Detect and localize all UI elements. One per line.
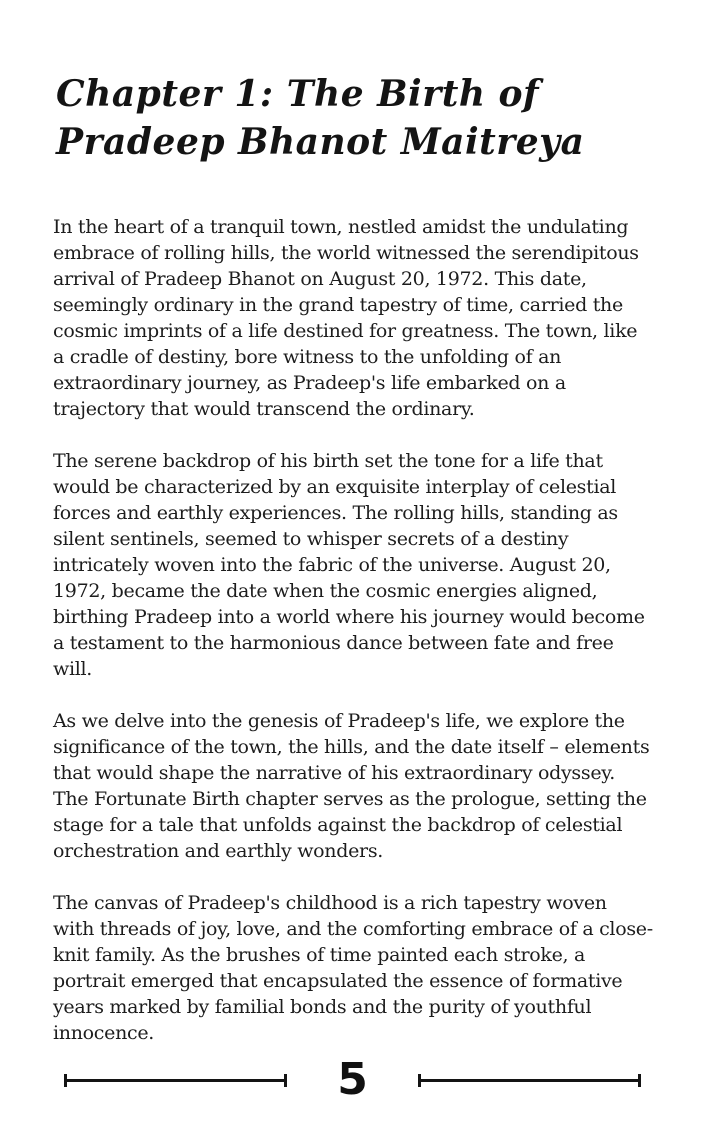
page-content bbox=[53, 70, 653, 1046]
body-paragraph: In the heart of a tranquil town, nestled amidst the undulating embrace of rolling hills, the world witnessed the serendipitous arrival of Pradeep Bhanot on August 20, 1972. This date, seemingly ordinary in the grand tapestry of time, carried the cosmic imprints of a life destined for greatness. The town, like a cradle of destiny, bore witness to the unfolding of an extraordinary journey, as Pradeep's life embarked on a trajectory that would transcend the ordinary. bbox=[53, 216, 639, 420]
page-number: 5 bbox=[337, 1054, 368, 1105]
body-paragraph: The serene backdrop of his birth set the tone for a life that would be characterized by an exquisite interplay of celestial forces and earthly experiences. The rolling hills, standing as silent sentinels, seemed to whisper secrets of a destiny intricately woven into the fabric of the universe. August 20, 1972, became the date when the cosmic energies aligned, birthing Pradeep into a world where his journey would become a testament to the harmonious dance between fate and free will. bbox=[53, 450, 645, 680]
page-footer bbox=[0, 1050, 705, 1110]
body-paragraph: As we delve into the genesis of Pradeep's life, we explore the significance of the town, the hills, and the date itself – elements that would shape the narrative of his extraordinary odyssey. The Fortunate Birth chapter serves as the prologue, setting the stage for a tale that unfolds against the backdrop of celestial orchestration and earthly wonders. bbox=[53, 710, 650, 862]
chapter-title: Chapter 1: The Birth of Pradeep Bhanot Maitreya bbox=[56, 73, 585, 163]
footer-rule-left bbox=[64, 1079, 287, 1082]
footer-rule-right bbox=[418, 1079, 641, 1082]
body-paragraph: The canvas of Pradeep's childhood is a rich tapestry woven with threads of joy, love, and the comforting embrace of a close-knit family. As the brushes of time painted each stroke, a portrait emerged that encapsulated the essence of formative years marked by familial bonds and the purity of youthful innocence. bbox=[53, 892, 653, 1044]
